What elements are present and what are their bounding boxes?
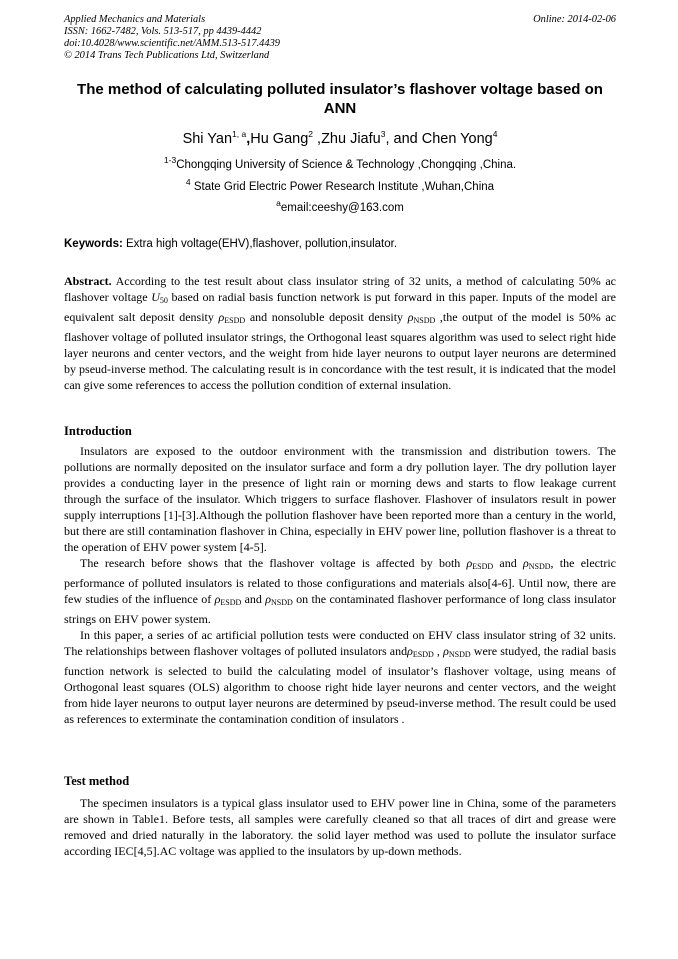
author-affiliation-mark: 4	[492, 129, 498, 140]
paper-title: The method of calculating polluted insulator’s flashover voltage based on ANN	[77, 81, 603, 117]
doi-line: doi:10.4028/www.scientific.net/AMM.513-517.4439	[64, 38, 280, 49]
journal-header	[64, 14, 616, 62]
keywords-text: Extra high voltage(EHV),flashover, pollution,insulator.	[122, 238, 398, 250]
u50-symbol: $U_{50}$	[151, 290, 168, 305]
author-name: , and Chen Yong	[385, 131, 493, 147]
author-affiliation-mark: 3	[380, 129, 386, 140]
paragraph: The research before shows that the flashover voltage is affected by both $\rho_{ESDD}$ and $\rho_{NSDD}$, the electric performance of polluted insulators is related to those configurations and materials also[4-6]. Until now, there are few studies of the influence of $\rho_{ESDD}$ and $\rho_{NSDD}$ on the contaminated flashover performance of long class insulator strings on EHV power system.	[64, 556, 617, 626]
paragraph: In this paper, a series of ac artificial pollution tests were conducted on EHV class insulator string of 32 units. The relationships between flashover voltages of polluted insulators andρ$_{ESDD}$ , $\rho_{NSDD}$ were studyed, the radial basis function network is selected to build the calculating model of insulator’s flashover voltage, using means of Orthogonal least squares (OLS) algorithm to choose right hide layer neurons and center vectors, and the weight from hide layer neurons to output layer neurons are determined by pseud-inverse method. The result could be used as references to exterminate the contamination condition of insulators .	[64, 628, 617, 726]
author-separator: ,	[246, 131, 251, 147]
abstract	[64, 273, 616, 393]
rho-esdd-symbol: $\rho_{ESDD}$	[214, 592, 242, 607]
rho-nsdd-symbol: $\rho_{NSDD}$	[407, 310, 436, 325]
section-heading-test-method: Test method	[64, 774, 130, 788]
author-affiliation-mark: 2	[308, 129, 314, 140]
author-name: ,Zhu Jiafu	[313, 131, 381, 147]
section-heading-introduction: Introduction	[64, 424, 132, 438]
online-date: Online: 2014-02-06	[533, 14, 616, 25]
abstract-text: According to the test result about class insulator string of 32 units, a method of calculating 50% ac flashover voltage	[64, 274, 616, 304]
author-list	[64, 130, 616, 148]
introduction-body	[64, 443, 616, 727]
paragraph: Insulators are exposed to the outdoor environment with the transmission and distribution towers. The pollutions are normally deposited on the insulator surface and form a dry pollution layer. The dry pollution layer provides a conducting layer in the presence of light rain or morning dews and starts to flow leakage current through the surface of the insulator. Which triggers to surface flashover. Flashover of insulators result in power supply interruptions [1]-[3].Although the pollution flashover have been reported more than a century in the world, but there are still contamination flashover in China, especially in EHV power line, pollution flashover is a threat to the operation of EHV power system [4-5].	[64, 444, 616, 554]
abstract-text: based on radial basis function network is put forward in this paper. Inputs of the model are equivalent salt deposit density	[64, 290, 616, 324]
rho-nsdd-symbol: $\rho_{NSDD}$	[265, 592, 293, 607]
abstract-text: ,the output of the model is 50% ac flashover voltage of polluted insulator strings, the Orthogonal least squares algorithm was used to select right hide layer neurons and center vectors, and the weight from hide layer neurons to output layer neurons are determined by pseud-inverse method. The calculating result is in concordance with the test result, it is indicated that the model can give some references to access the pollution condition of external insulation.	[64, 310, 616, 392]
author-email	[64, 198, 616, 215]
test-method-body	[64, 795, 616, 859]
paragraph: The specimen insulators is a typical glass insulator used to EHV power line in China, some of the parameters are shown in Table1. Before tests, all samples were carefully cleaned so that all traces of dirt and grease were removed and dried naturally in the laboratory. the solid layer method was used to pollute the insulator surface according IEC[4,5].AC voltage was applied to the insulators by up-down methods.	[64, 796, 616, 858]
affiliation-2	[64, 177, 616, 194]
author-name: Shi Yan	[182, 131, 233, 147]
affiliation-text: Chongqing University of Science & Technology ,Chongqing ,China.	[176, 159, 517, 171]
affiliation-mark: 1-3	[163, 155, 177, 166]
rho-nsdd-symbol: $\rho_{NSDD}$	[523, 556, 551, 571]
affiliation-text: State Grid Electric Power Research Institute ,Wuhan,China	[190, 181, 495, 193]
abstract-text: and nonsoluble deposit density	[245, 310, 408, 324]
journal-name: Applied Mechanics and Materials	[64, 14, 206, 25]
email-mark: a	[276, 198, 281, 209]
author-affiliation-mark: 1, a	[232, 129, 247, 140]
rho-esdd-symbol: $\rho_{ESDD}$	[407, 644, 434, 659]
abstract-label: Abstract.	[64, 274, 112, 288]
affiliation-mark: 4	[185, 177, 191, 188]
author-name: Hu Gang	[250, 131, 309, 147]
issn-line: ISSN: 1662-7482, Vols. 513-517, pp 4439-4442	[64, 26, 262, 37]
keywords	[64, 237, 616, 251]
copyright-line: © 2014 Trans Tech Publications Ltd, Switzerland	[64, 50, 270, 61]
keywords-label: Keywords:	[64, 238, 123, 250]
rho-nsdd-symbol: $\rho_{NSDD}$	[443, 644, 471, 659]
email-text: email:ceeshy@163.com	[280, 202, 404, 214]
rho-esdd-symbol: $\rho_{ESDD}$	[466, 556, 494, 571]
affiliation-1	[64, 155, 616, 172]
rho-esdd-symbol: $\rho_{ESDD}$	[218, 310, 246, 325]
